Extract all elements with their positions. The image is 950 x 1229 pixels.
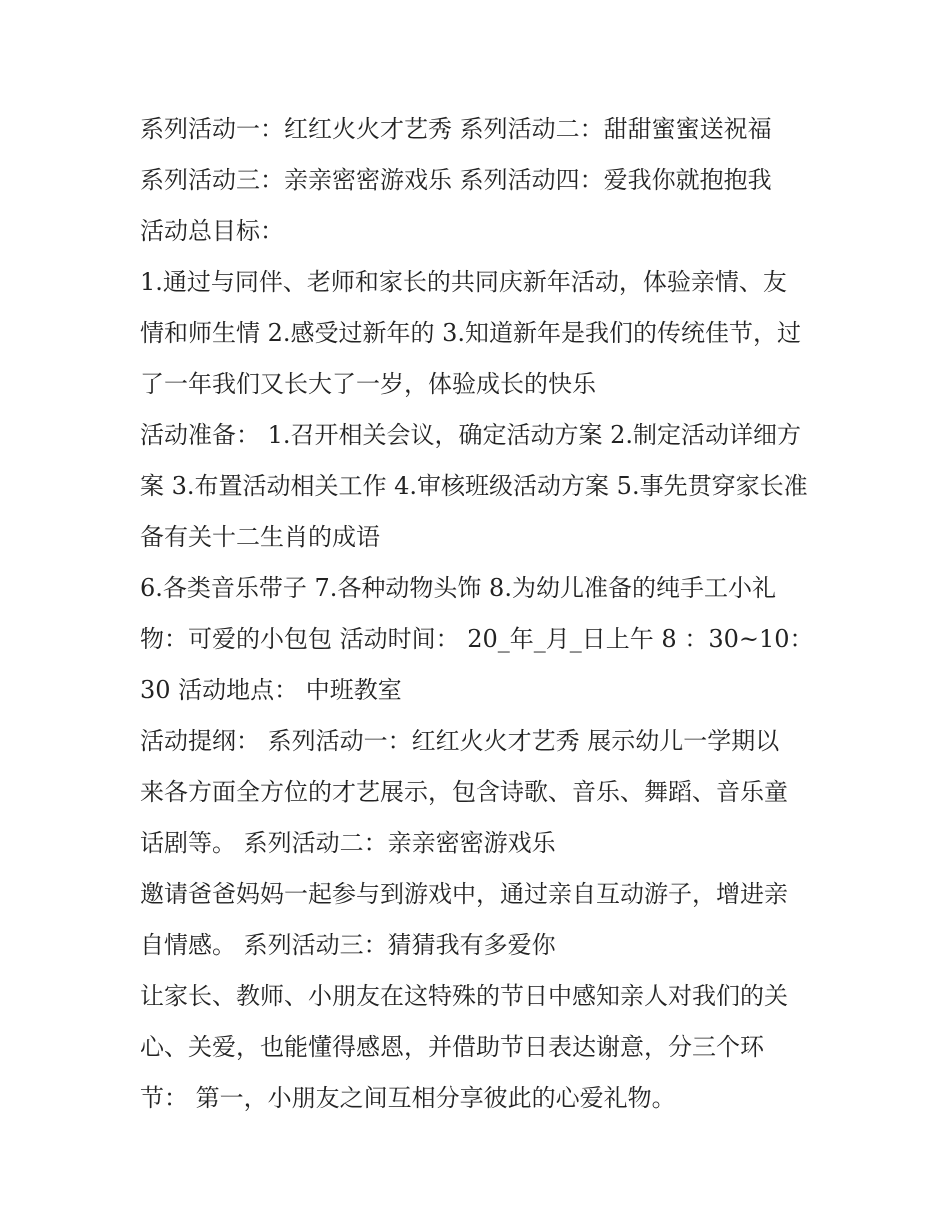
text-line: 案 3.布置活动相关工作 4.审核班级活动方案 5.事先贯穿家长准: [140, 472, 808, 500]
text-line: 1.通过与同伴、老师和家长的共同庆新年活动，体验亲情、友: [140, 268, 787, 296]
text-line: 系列活动三：亲亲密密游戏乐 系列活动四：爱我你就抱抱我: [140, 166, 772, 194]
text-line: 心、关爱，也能懂得感恩，并借助节日表达谢意，分三个环: [140, 1033, 764, 1061]
document-body: [140, 104, 820, 1124]
text-line: 自情感。 系列活动三：猜猜我有多爱你: [140, 931, 556, 959]
text-line: 6.各类音乐带子 7.各种动物头饰 8.为幼儿准备的纯手工小礼: [140, 574, 776, 602]
text-line: 来各方面全方位的才艺展示，包含诗歌、音乐、舞蹈、音乐童: [140, 778, 788, 806]
text-line: 30 活动地点： 中班教室: [140, 676, 402, 704]
text-line: 活动总目标：: [140, 217, 284, 245]
text-line: 让家长、教师、小朋友在这特殊的节日中感知亲人对我们的关: [140, 982, 788, 1010]
text-line: 节： 第一，小朋友之间互相分享彼此的心爱礼物。: [140, 1084, 676, 1112]
text-line: 邀请爸爸妈妈一起参与到游戏中，通过亲自互动游子，增进亲: [140, 880, 788, 908]
text-line: 系列活动一：红红火火才艺秀 系列活动二：甜甜蜜蜜送祝福: [140, 115, 772, 143]
text-line: 备有关十二生肖的成语: [140, 523, 380, 551]
text-line: 活动准备： 1.召开相关会议，确定活动方案 2.制定活动详细方: [140, 421, 802, 449]
text-line: 情和师生情 2.感受过新年的 3.知道新年是我们的传统佳节，过: [140, 319, 802, 347]
text-line: 了一年我们又长大了一岁，体验成长的快乐: [140, 370, 596, 398]
text-line: 物：可爱的小包包 活动时间： 20_年_月_日上午 8 ：30~10：: [140, 625, 814, 653]
text-line: 活动提纲： 系列活动一：红红火火才艺秀 展示幼儿一学期以: [140, 727, 780, 755]
text-line: 话剧等。 系列活动二：亲亲密密游戏乐: [140, 829, 556, 857]
